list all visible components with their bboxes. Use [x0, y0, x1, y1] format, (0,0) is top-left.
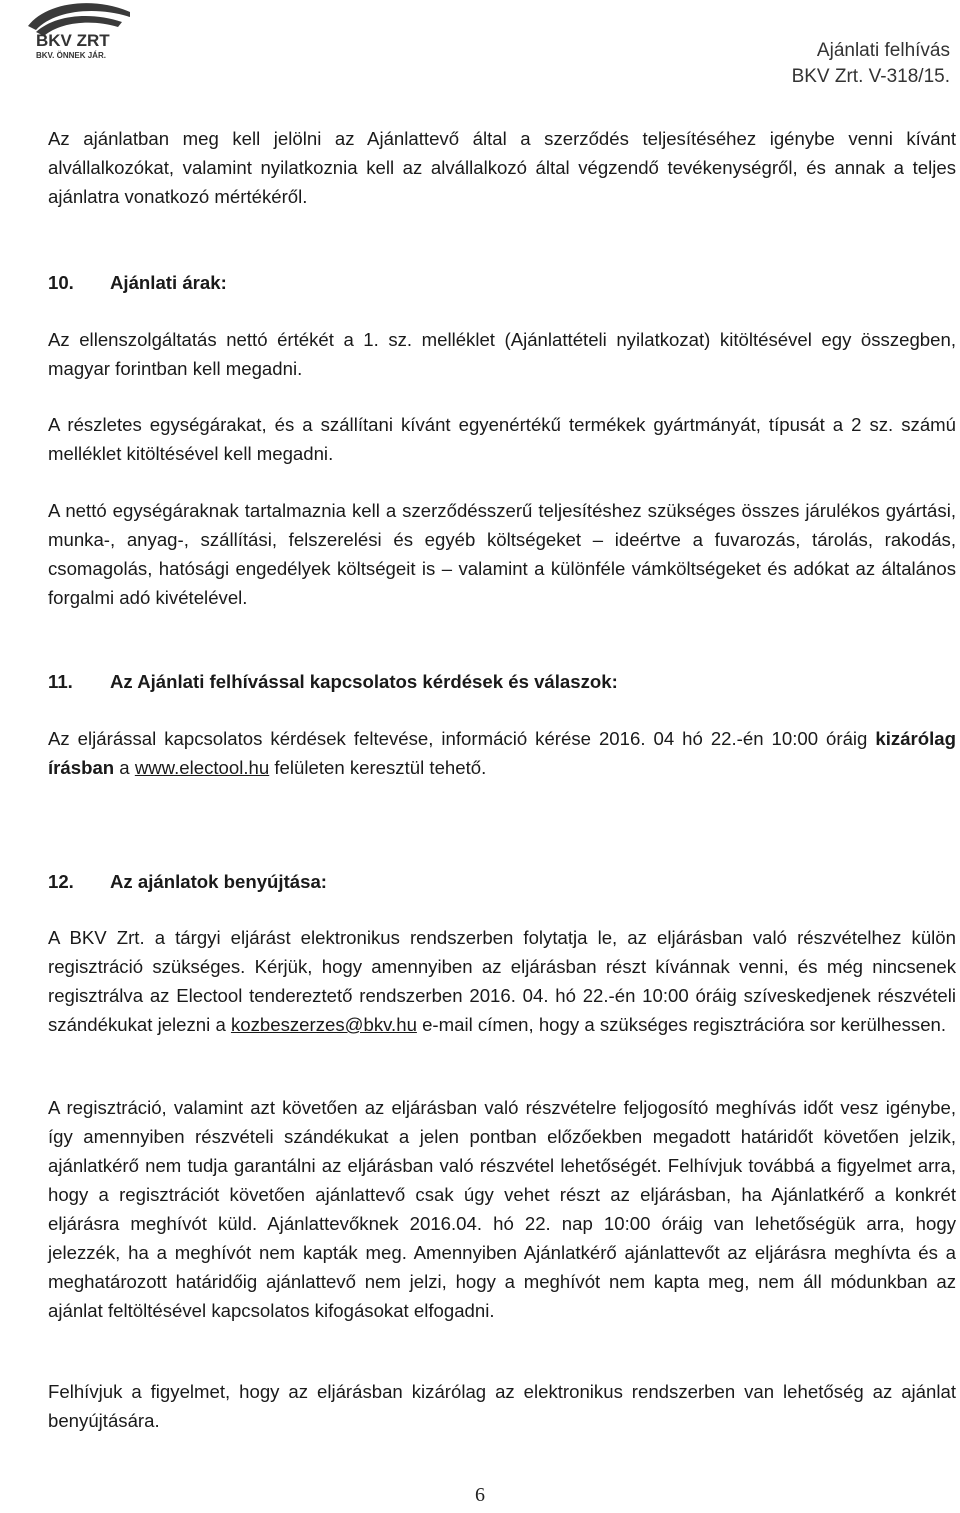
- section-title: Az Ajánlati felhívással kapcsolatos kérdések és válaszok:: [110, 671, 618, 692]
- section-10-paragraph-3: [48, 496, 956, 612]
- bkv-logo-graphic: [6, 0, 134, 62]
- emphasis: kizárólag írásban: [48, 728, 956, 778]
- paragraph: A részletes egységárakat, és a szállítani kívánt egyenértékű termékek gyártmányát, típusát a 2 sz. számú melléklet kitöltésével kell megadni.: [48, 414, 956, 464]
- document-title: Ajánlati felhívás: [816, 40, 950, 61]
- section-12-paragraph-1: [48, 923, 956, 1039]
- text-run: a: [114, 757, 135, 778]
- document-reference: BKV Zrt. V-318/15.: [791, 66, 950, 87]
- logo-text: BKV ZRT: [36, 31, 110, 50]
- section-number: 11.: [48, 671, 73, 692]
- paragraph: [48, 724, 956, 782]
- section-12-paragraph-2: [48, 1093, 956, 1325]
- paragraph: A regisztráció, valamint azt követően az eljárásban való részvételre feljogosító meghívás időt vesz igénybe, így amennyiben részvételi szándékukat a jelen pontban előzőekben megadott határidőt követően jelzik, ajánlatkérő nem tudja garantálni az eljárásban való részvétel lehetőségét. Felhívjuk továbbá a figyelmet arra, hogy a regisztrációt követően ajánlattevő csak úgy vehet részt az eljárásban, ha Ajánlatkérő a konkrét eljárásra meghívót küld. Ajánlattevőknek 2016.04. hó 22. nap 10:00 óráig van lehetőségük arra, hogy jelezzék, ha a meghívót nem kapták meg. Amennyiben Ajánlatkérő ajánlattevőt az eljárásra meghívta és a meghatározott határidőig ajánlattevő nem jelzi, hogy a meghívót nem kapta meg, nem áll módunkban az ajánlat feltöltésével kapcsolatos kifogásokat elfogadni.: [48, 1097, 956, 1321]
- section-11-heading: [48, 667, 956, 696]
- section-10-paragraph-2: [48, 410, 956, 468]
- section-number: 12.: [48, 871, 74, 892]
- section-number: 10.: [48, 272, 74, 293]
- text-run: felületen keresztül tehető.: [269, 757, 487, 778]
- paragraph: A nettó egységáraknak tartalmaznia kell a szerződésszerű teljesítéshez szükséges összes járulékos gyártási, munka-, anyag-, szállítási, felszerelési és egyéb költségeket – ideértve a fuvarozás, tárolás, rakodás, csomagolás, hatósági engedélyek költségeit is – valamint a különféle vámköltségeket és adókat az általános forgalmi adó kivételével.: [48, 500, 956, 608]
- email-link[interactable]: kozbeszerzes@bkv.hu: [230, 1014, 417, 1035]
- paragraph: [48, 923, 956, 1039]
- paragraph: Az ellenszolgáltatás nettó értékét a 1. sz. melléklet (Ajánlattételi nyilatkozat) kitöltésével egy összegben, magyar forintban kell megadni.: [48, 329, 956, 379]
- text-run: A BKV Zrt. a tárgyi eljárást elektronikus rendszerben folytatja le, az eljárásban való részvételhez külön regisztráció szükséges. Kérjük, hogy amennyiben az eljárásban részt kívánnak venni, és még nincsenek regisztrálva az Electool tendereztető rendszerben 2016. 04. hó 22.-én 10:00 óráig szíveskedjenek részvételi szándékukat jelezni a: [48, 927, 956, 1035]
- section-10-paragraph-1: [48, 325, 956, 383]
- document-header: [792, 38, 950, 90]
- section-12-paragraph-3: [48, 1377, 956, 1435]
- intro-paragraph: Az ajánlatban meg kell jelölni az Ajánlattevő által a szerződés teljesítéséhez igénybe venni kívánt alvállalkozókat, valamint nyilatkoznia kell az alvállalkozó által végzendő tevékenységről, és annak a teljes ajánlatra vonatkozó mértékéről.: [48, 128, 956, 207]
- text-run: Az eljárással kapcsolatos kérdések feltevése, információ kérése 2016. 04 hó 22.-én 10:00 óráig: [48, 728, 876, 749]
- page-number: 6: [475, 1484, 485, 1506]
- paragraph: Felhívjuk a figyelmet, hogy az eljárásban kizárólag az elektronikus rendszerben van lehetőség az ajánlat benyújtására.: [48, 1381, 956, 1431]
- intro-block: [48, 124, 956, 211]
- section-title: Az ajánlatok benyújtása:: [110, 871, 327, 892]
- bkv-logo: [6, 0, 134, 62]
- section-12-heading: [48, 867, 956, 896]
- logo-tagline: BKV. ÖNNEK JÁR.: [36, 51, 106, 60]
- text-run: e-mail címen, hogy a szükséges regisztrációra sor kerülhessen.: [416, 1014, 947, 1035]
- electool-link[interactable]: www.electool.hu: [134, 757, 270, 778]
- section-11-paragraph-1: [48, 724, 956, 782]
- section-title: Ajánlati árak:: [110, 272, 227, 293]
- section-10-heading: [48, 268, 956, 297]
